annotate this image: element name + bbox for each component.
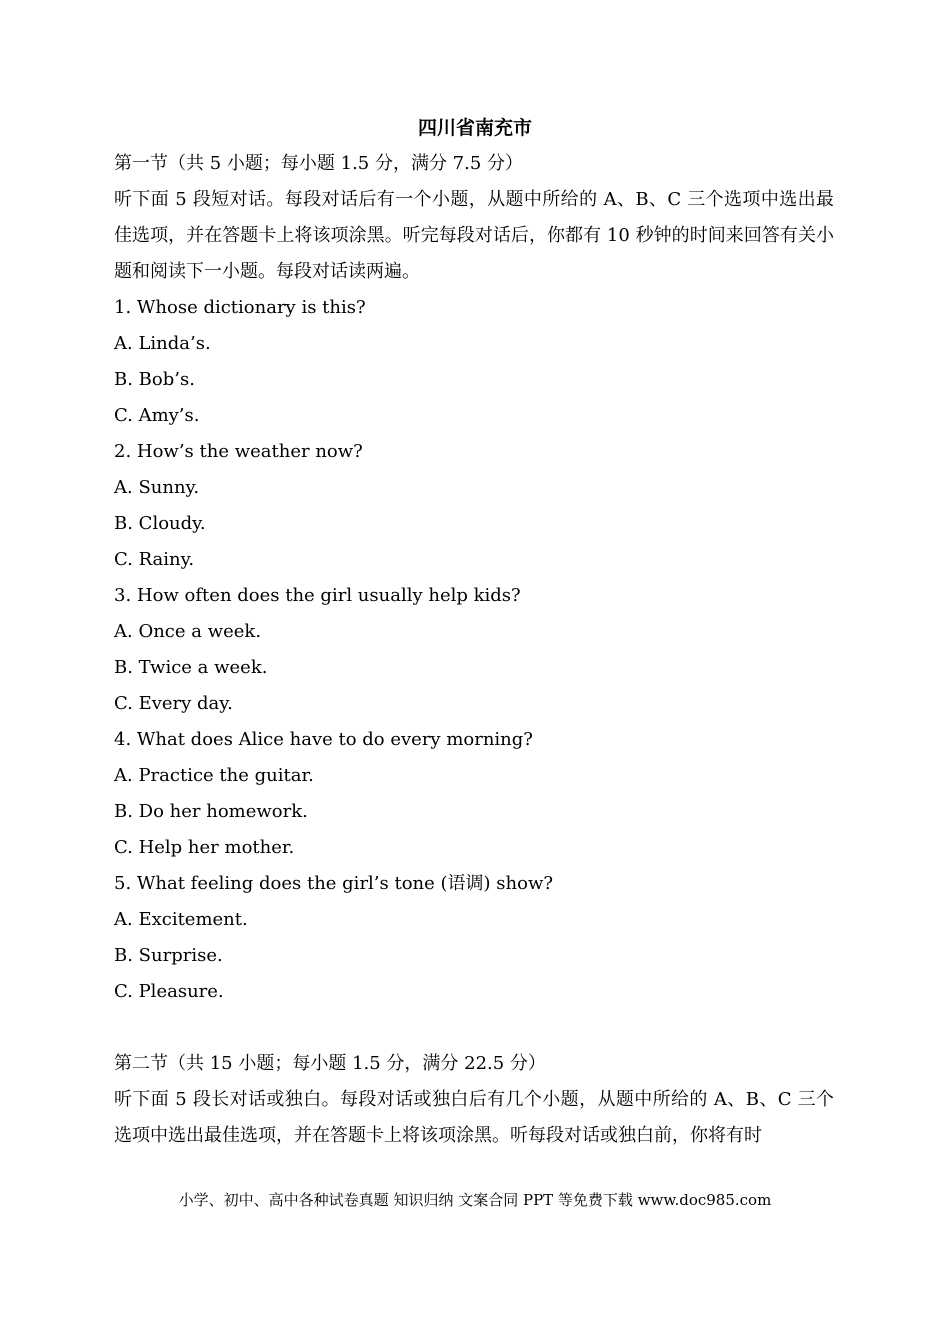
question-1 xyxy=(114,290,834,434)
option-a: A. Once a week. xyxy=(114,621,262,642)
option-a: A. Excitement. xyxy=(114,909,248,930)
option-c: C. Help her mother. xyxy=(114,837,295,858)
question-stem: 2. How’s the weather now? xyxy=(114,441,363,462)
section-1-heading: 第一节（共 5 小题；每小题 1.5 分，满分 7.5 分） xyxy=(114,153,524,174)
option-a: A. Practice the guitar. xyxy=(114,765,314,786)
section-1-instructions: 听下面 5 段短对话。每段对话后有一个小题，从题中所给的 A、B、C 三个选项中选出最佳选项，并在答题卡上将该项涂黑。听完每段对话后，你都有 10 秒钟的时间来回答有关小题和阅读下一小题。每段对话读两遍。 xyxy=(114,189,834,282)
question-stem: 1. Whose dictionary is this? xyxy=(114,297,366,318)
page-footer: 小学、初中、高中各种试卷真题 知识归纳 文案合同 PPT 等免费下载 www.doc985.com xyxy=(178,1191,772,1209)
option-a: A. Linda’s. xyxy=(114,333,211,354)
section-2-instructions: 听下面 5 段长对话或独白。每段对话或独白后有几个小题，从题中所给的 A、B、C 三个选项中选出最佳选项，并在答题卡上将该项涂黑。听每段对话或独白前，你将有时 xyxy=(114,1089,834,1146)
option-b: B. Surprise. xyxy=(114,945,223,966)
option-c: C. Rainy. xyxy=(114,549,195,570)
question-stem: 4. What does Alice have to do every morning? xyxy=(114,729,533,750)
option-c: C. Pleasure. xyxy=(114,981,224,1002)
section-2-heading: 第二节（共 15 小题；每小题 1.5 分，满分 22.5 分） xyxy=(114,1053,546,1074)
option-b: B. Bob’s. xyxy=(114,369,195,390)
question-stem: 3. How often does the girl usually help kids? xyxy=(114,585,521,606)
section-spacer xyxy=(114,1010,834,1046)
document-body xyxy=(114,146,834,1154)
question-stem: 5. What feeling does the girl’s tone (语调) show? xyxy=(114,873,554,894)
question-5 xyxy=(114,866,834,1010)
option-b: B. Cloudy. xyxy=(114,513,206,534)
question-3 xyxy=(114,578,834,722)
option-b: B. Twice a week. xyxy=(114,657,268,678)
option-c: C. Every day. xyxy=(114,693,233,714)
question-2 xyxy=(114,434,834,578)
option-c: C. Amy’s. xyxy=(114,405,200,426)
page-title: 四川省南充市 xyxy=(417,117,532,139)
question-4 xyxy=(114,722,834,866)
option-b: B. Do her homework. xyxy=(114,801,308,822)
option-a: A. Sunny. xyxy=(114,477,200,498)
